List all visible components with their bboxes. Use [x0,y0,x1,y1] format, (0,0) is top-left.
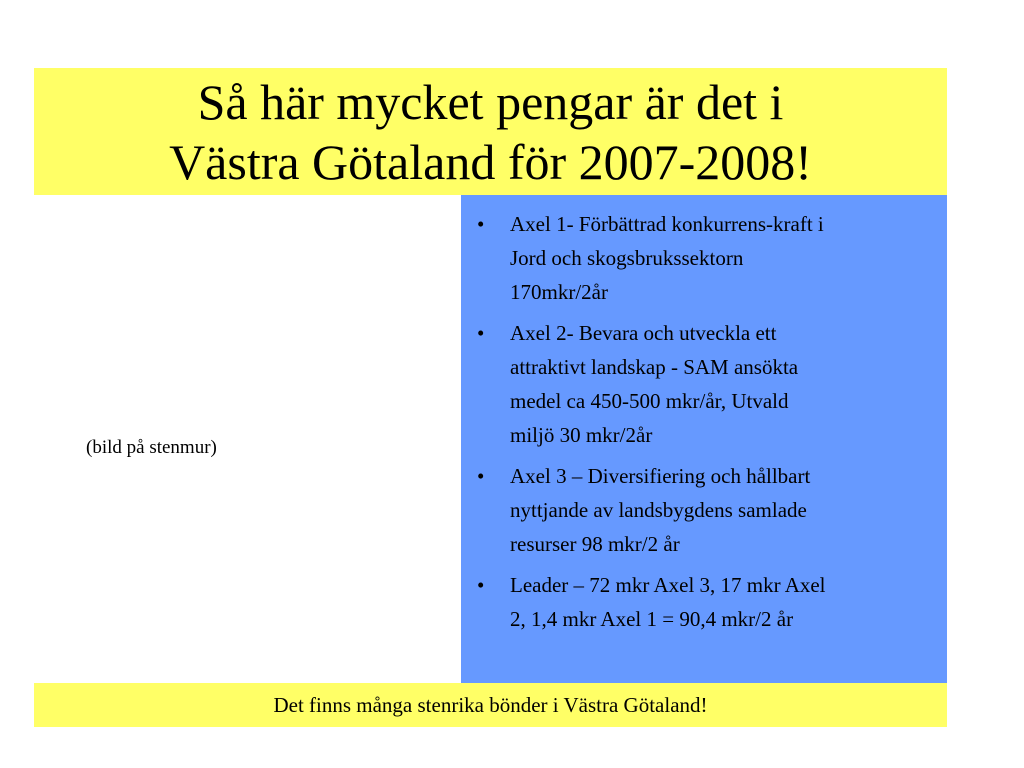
footer-text: Det finns många stenrika bönder i Västra Götaland! [273,693,708,717]
bullet-item-axel-2 [477,316,941,452]
bullet-text-line: Axel 3 – Diversifiering och hållbart [510,464,811,488]
bullet-text-line: nyttjande av landsbygdens samlade [510,498,807,522]
image-placeholder-text: (bild på stenmur) [86,437,217,458]
bullet-dot-icon: • [477,321,485,345]
bullet-text-line: Axel 2- Bevara och utveckla ett [510,321,777,345]
bullet-text-line: attraktivt landskap - SAM ansökta [510,355,799,379]
bullet-text-line: medel ca 450-500 mkr/år, Utvald [510,389,789,413]
bullet-text-line: Leader – 72 mkr Axel 3, 17 mkr Axel [510,573,826,597]
bullet-item-axel-1 [477,207,941,309]
slide-title-line-1: Så här mycket pengar är det i [197,73,784,130]
bullet-list [477,207,941,636]
bullet-text-line: 2, 1,4 mkr Axel 1 = 90,4 mkr/2 år [510,607,794,631]
slide-footer [34,683,947,727]
bullet-item-axel-3 [477,459,941,561]
bullet-dot-icon: • [477,212,485,236]
bullet-text-line: Axel 1- Förbättrad konkurrens-kraft i [510,212,824,236]
bullet-text-line: resurser 98 mkr/2 år [510,532,680,556]
bullet-text-line: Jord och skogsbrukssektorn [510,246,744,270]
bullet-dot-icon: • [477,464,485,488]
slide-title-line-2: Västra Götaland för 2007-2008! [169,133,812,190]
bullet-list-panel [461,195,947,683]
bullet-text-line: miljö 30 mkr/2år [510,423,653,447]
bullet-text-line: 170mkr/2år [510,280,608,304]
bullet-item-leader [477,568,941,636]
slide-title [34,68,947,195]
bullet-dot-icon: • [477,573,485,597]
